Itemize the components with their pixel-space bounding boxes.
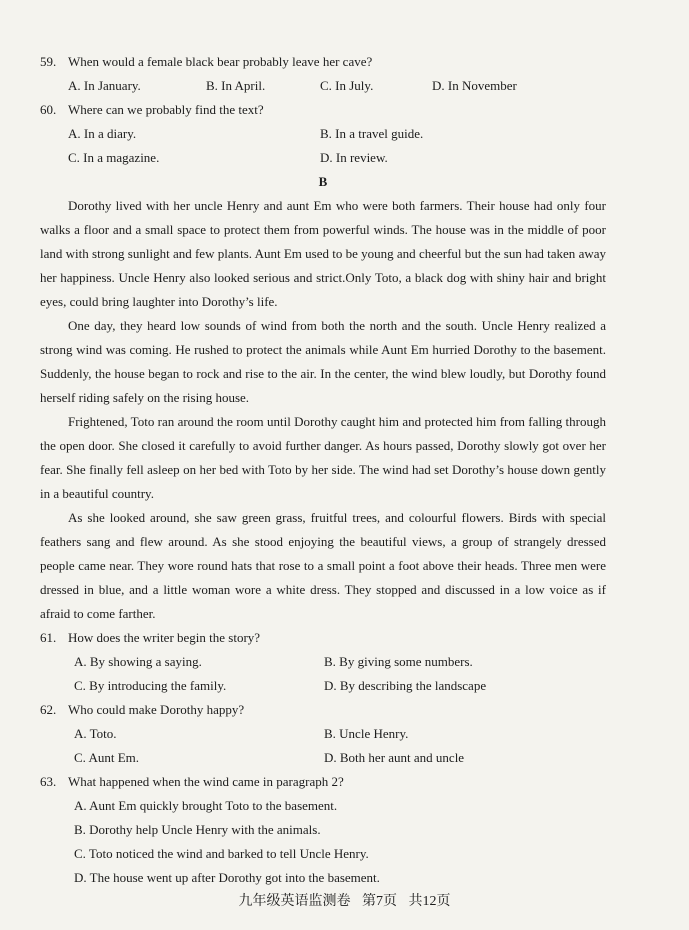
option-c: C. Toto noticed the wind and barked to tell Uncle Henry. — [74, 846, 369, 861]
passage-paragraph-3: Frightened, Toto ran around the room until Dorothy caught him and protected him from falling through the open door. She closed it carefully to avoid further danger. As hours passed, Dorothy slowly got over her fear. She finally fell asleep on her bed with Toto by her side. The wind had set Dorothy’s house down gently in a beautiful country. — [40, 414, 606, 501]
page-total: 共12页 — [408, 894, 451, 909]
question-60-options-row1 — [40, 122, 606, 146]
question-61-options-row1 — [40, 650, 606, 674]
question-62-options-row2 — [40, 746, 606, 770]
page-number: 第7页 — [362, 894, 397, 909]
question-60-options-row2 — [40, 146, 606, 170]
question-text: How does the writer begin the story? — [68, 630, 261, 645]
option-b: B. In April. — [206, 78, 266, 93]
question-text: What happened when the wind came in paragraph 2? — [68, 774, 344, 789]
option-d: D. Both her aunt and uncle — [324, 750, 465, 765]
question-62 — [40, 698, 606, 722]
option-a: A. Aunt Em quickly brought Toto to the basement. — [74, 798, 338, 813]
passage-paragraph-4: As she looked around, she saw green grass, fruitful trees, and colourful flowers. Birds with special feathers sang and flew around. As she stood enjoying the beautiful views, a group of strangely dressed people came near. They wore round hats that rose to a small point a foot above their heads. Three men were dressed in blue, and a little woman wore a white dress. They stopped and discussed in a low voice as if afraid to come farther. — [40, 510, 606, 621]
option-d: D. In review. — [320, 150, 388, 165]
option-a: A. Toto. — [74, 726, 117, 741]
question-number: 62. — [40, 702, 57, 717]
option-c: C. In July. — [320, 78, 374, 93]
question-59-options — [40, 74, 606, 98]
question-text: When would a female black bear probably leave her cave? — [68, 54, 373, 69]
passage-paragraph-1: Dorothy lived with her uncle Henry and aunt Em who were both farmers. Their house had only four walks a floor and a small space to protect them from powerful winds. The house was in the middle of poor land with strong sunlight and few plants. Aunt Em used to be young and cheerful but the sun had taken away her happiness. Uncle Henry also looked serious and strict.Only Toto, a black dog with shiny hair and bright eyes, could bring laughter into Dorothy’s life. — [40, 198, 606, 309]
option-a: A. By showing a saying. — [74, 654, 202, 669]
option-d: D. In November — [432, 78, 517, 93]
passage-paragraph-2: One day, they heard low sounds of wind from both the north and the south. Uncle Henry realized a strong wind was coming. He rushed to protect the animals while Aunt Em hurried Dorothy to the basement. Suddenly, the house began to rock and rise to the air. In the center, the wind blew loudly, but Dorothy found herself riding safely on the rising house. — [40, 318, 606, 405]
option-d: D. By describing the landscape — [324, 678, 487, 693]
question-62-options-row1 — [40, 722, 606, 746]
question-61-options-row2 — [40, 674, 606, 698]
option-c: C. By introducing the family. — [74, 678, 227, 693]
question-number: 61. — [40, 630, 57, 645]
question-61 — [40, 626, 606, 650]
option-b: B. Dorothy help Uncle Henry with the animals. — [74, 822, 321, 837]
option-c: C. In a magazine. — [68, 150, 160, 165]
question-text: Who could make Dorothy happy? — [68, 702, 245, 717]
exam-name: 九年级英语监测卷 — [238, 894, 351, 909]
option-a: A. In a diary. — [68, 126, 137, 141]
page-footer — [0, 892, 689, 912]
question-text: Where can we probably find the text? — [68, 102, 264, 117]
section-heading: B — [318, 174, 328, 189]
option-c: C. Aunt Em. — [74, 750, 140, 765]
option-b: B. In a travel guide. — [320, 126, 424, 141]
question-number: 63. — [40, 774, 57, 789]
option-d: D. The house went up after Dorothy got into the basement. — [74, 870, 380, 885]
option-a: A. In January. — [68, 78, 141, 93]
option-b: B. By giving some numbers. — [324, 654, 473, 669]
option-b: B. Uncle Henry. — [324, 726, 409, 741]
question-63 — [40, 770, 606, 794]
page-content — [40, 50, 606, 890]
question-60 — [40, 98, 606, 122]
question-59 — [40, 50, 606, 74]
question-number: 59. — [40, 54, 57, 69]
question-number: 60. — [40, 102, 57, 117]
